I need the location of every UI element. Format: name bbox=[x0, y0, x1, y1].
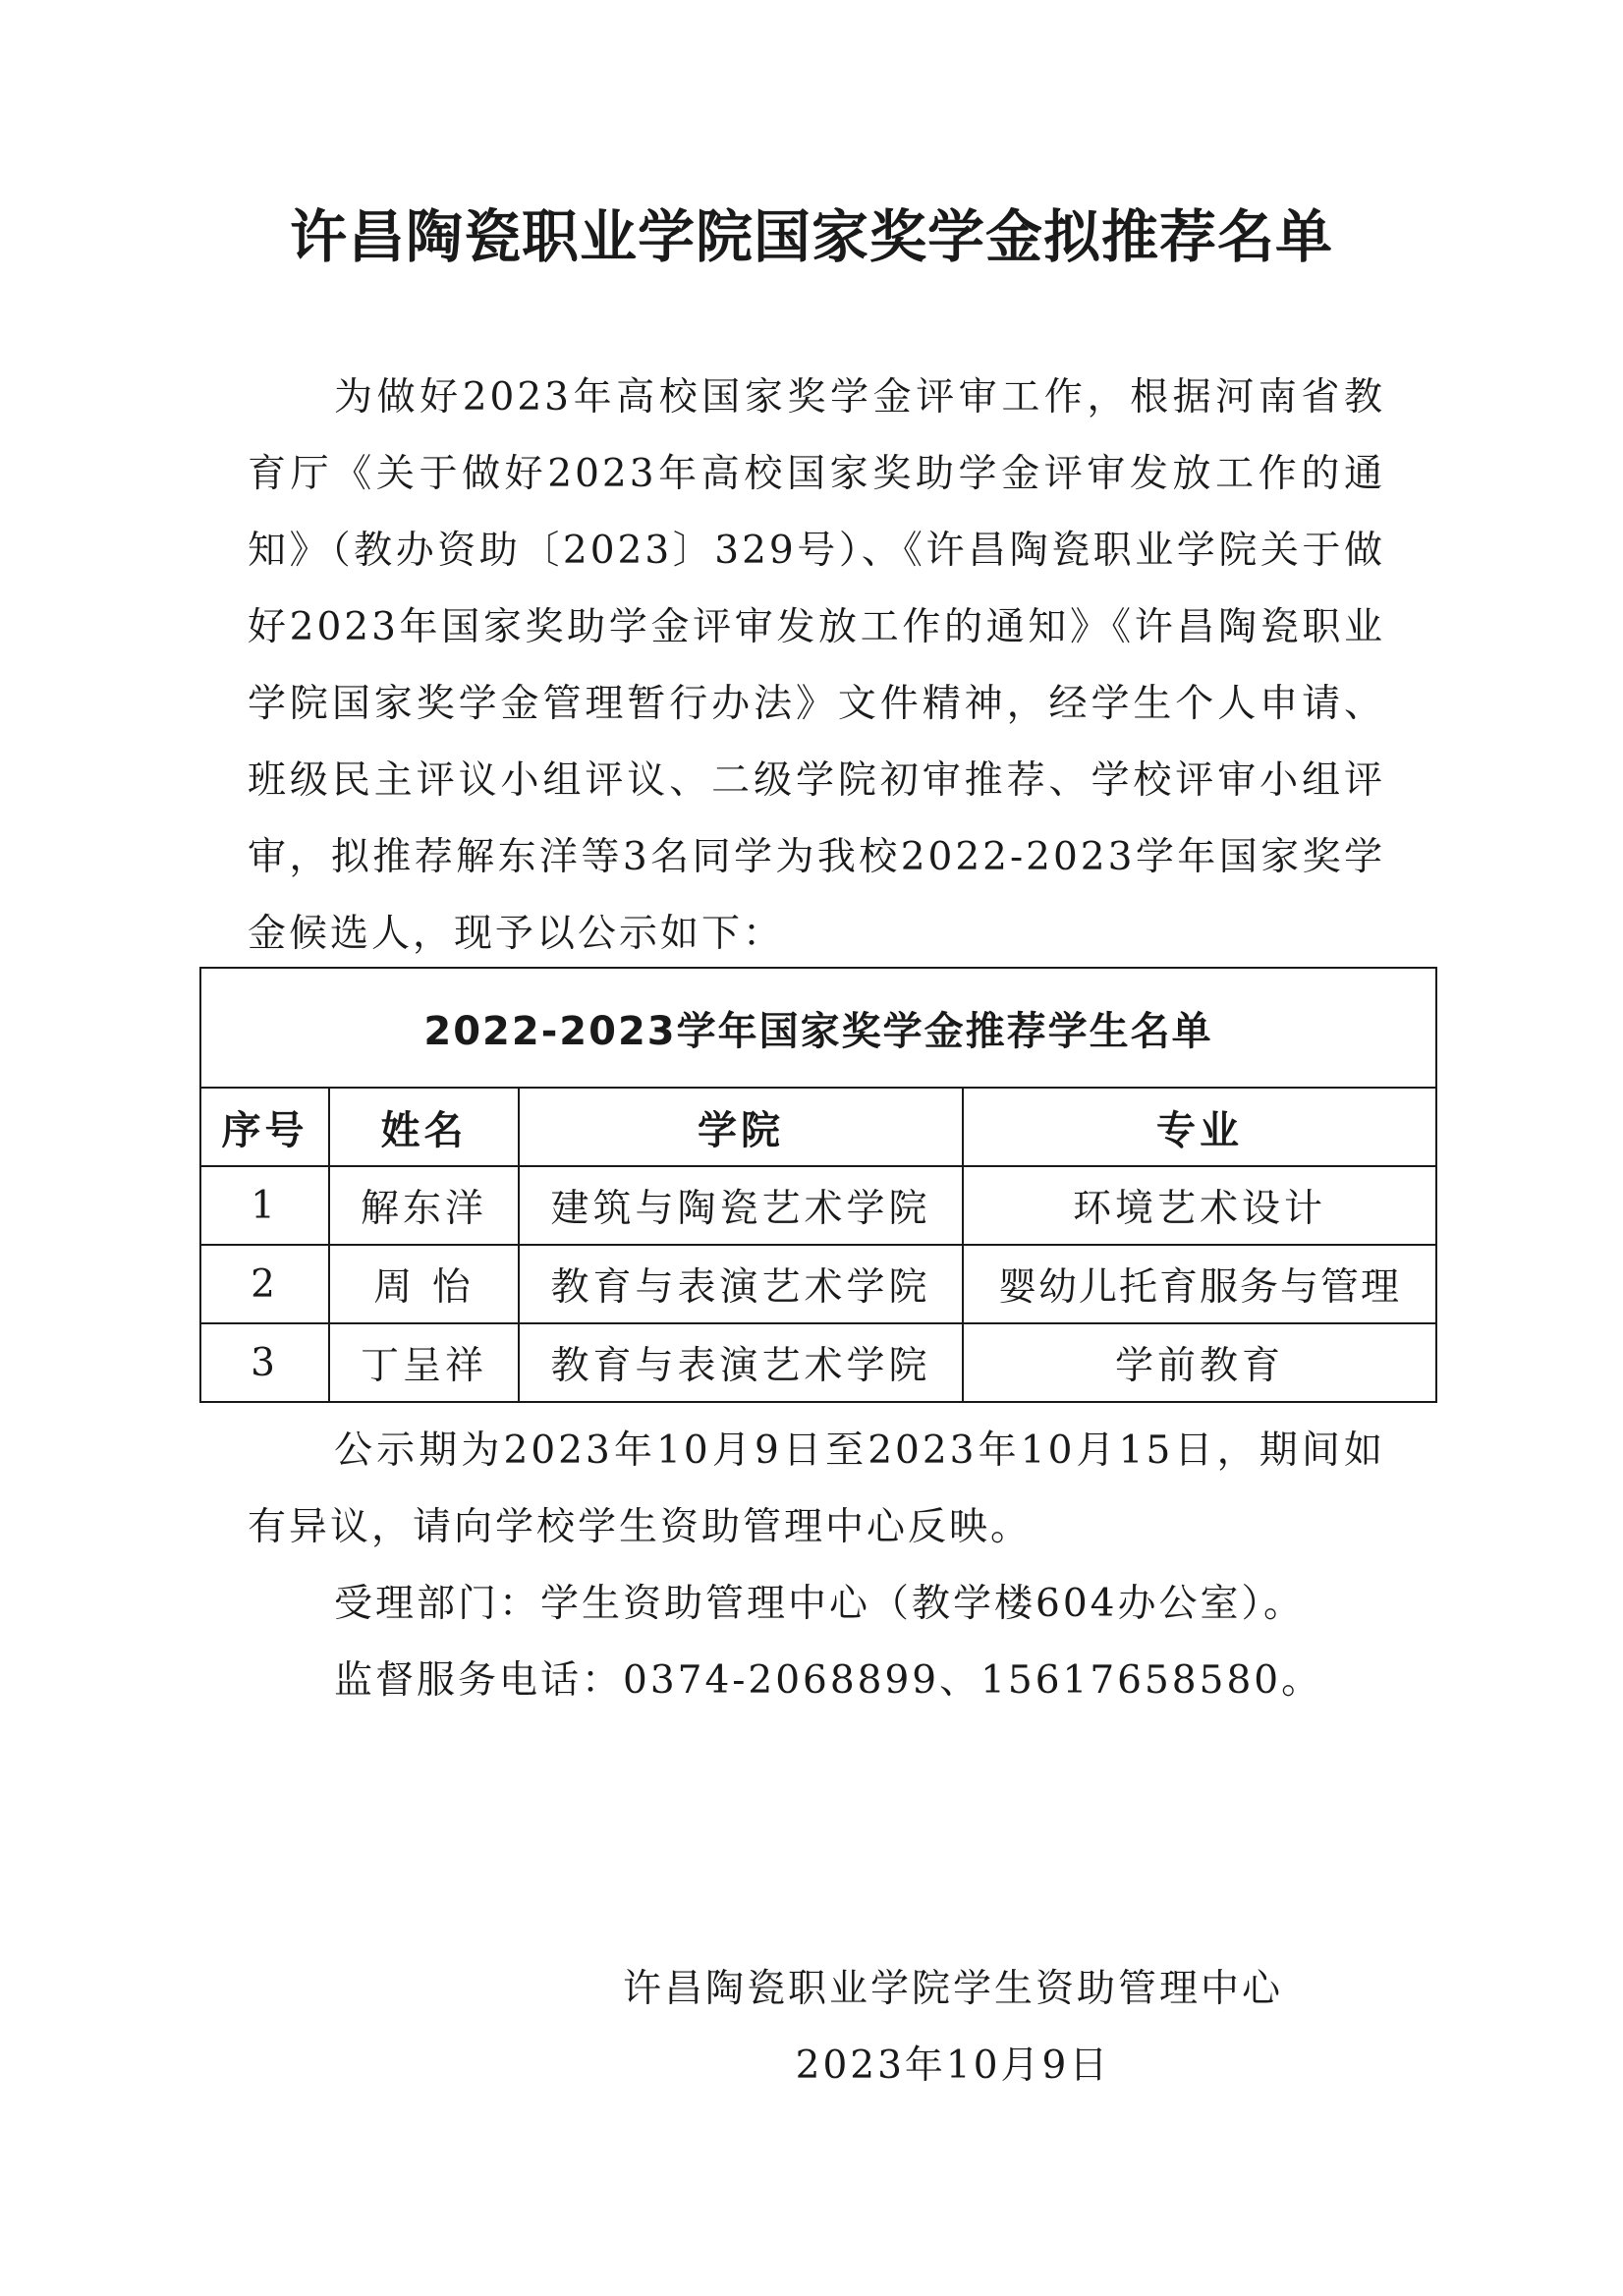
table-row bbox=[200, 1166, 1436, 1245]
recommendation-table-container bbox=[199, 967, 1435, 1403]
cell-index: 3 bbox=[200, 1323, 329, 1402]
cell-college: 教育与表演艺术学院 bbox=[519, 1245, 963, 1323]
signature-date: 2023年10月9日 bbox=[795, 2044, 1111, 2088]
intro-paragraph: 为做好2023年高校国家奖学金评审工作，根据河南省教育厅《关于做好2023年高校国家奖助学金评审发放工作的通知》（教办资助〔2023〕329号）、《许昌陶瓷职业学院关于做好2023年国家奖助学金评审发放工作的通知》《许昌陶瓷职业学院国家奖学金管理暂行办法》文件精神，经学生个人申请、班级民主评议小组评议、二级学院初审推荐、学校评审小组评审，拟推荐解东洋等3名同学为我校2022-2023学年国家奖学金候选人，现予以公示如下： bbox=[248, 375, 1385, 956]
header-major: 专业 bbox=[963, 1088, 1436, 1166]
table-row bbox=[200, 1323, 1436, 1402]
cell-name: 丁呈祥 bbox=[329, 1323, 519, 1402]
table-header-row bbox=[200, 1088, 1436, 1166]
cell-index: 2 bbox=[200, 1245, 329, 1323]
recommendation-table bbox=[199, 967, 1437, 1403]
cell-major: 学前教育 bbox=[963, 1323, 1436, 1402]
signature-org: 许昌陶瓷职业学院学生资助管理中心 bbox=[622, 1967, 1283, 2011]
table-row bbox=[200, 1245, 1436, 1323]
cell-college: 建筑与陶瓷艺术学院 bbox=[519, 1166, 963, 1245]
cell-index: 1 bbox=[200, 1166, 329, 1245]
notice-period-paragraph: 公示期为2023年10月9日至2023年10月15日，期间如有异议，请向学校学生资助管理中心反映。 bbox=[248, 1428, 1385, 1549]
cell-major: 婴幼儿托育服务与管理 bbox=[963, 1245, 1436, 1323]
header-index: 序号 bbox=[200, 1088, 329, 1166]
cell-name: 解东洋 bbox=[329, 1166, 519, 1245]
cell-major: 环境艺术设计 bbox=[963, 1166, 1436, 1245]
cell-name: 周 怡 bbox=[329, 1245, 519, 1323]
header-name: 姓名 bbox=[329, 1088, 519, 1166]
office-paragraph: 受理部门：学生资助管理中心（教学楼604办公室）。 bbox=[334, 1582, 1305, 1626]
cell-college: 教育与表演艺术学院 bbox=[519, 1323, 963, 1402]
header-college: 学院 bbox=[519, 1088, 963, 1166]
page-title: 许昌陶瓷职业学院国家奖学金拟推荐名单 bbox=[289, 203, 1333, 270]
table-caption: 2022-2023学年国家奖学金推荐学生名单 bbox=[200, 968, 1436, 1088]
phone-paragraph: 监督服务电话：0374-2068899、15617658580。 bbox=[334, 1658, 1323, 1703]
